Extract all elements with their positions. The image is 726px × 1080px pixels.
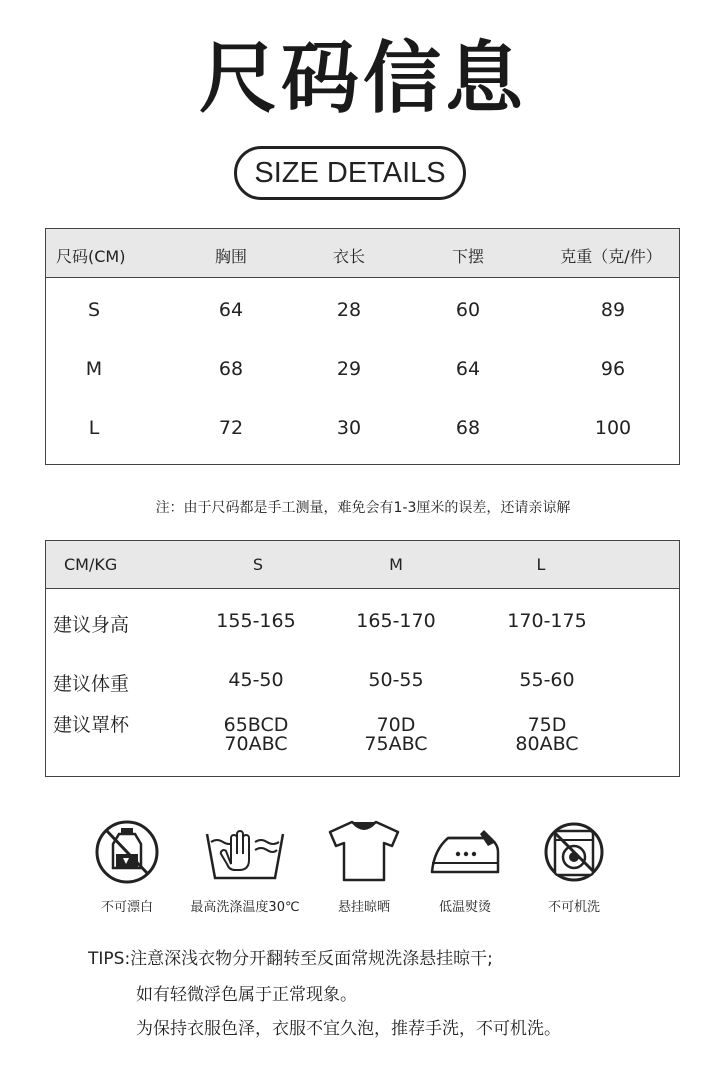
row-hem: 60 [455,299,481,321]
care-no-machine-wash [519,816,629,915]
row-s: 45-50 [228,669,284,691]
care-hang-dry [309,816,419,915]
recommend-table [45,540,680,777]
row-s: 155-165 [216,610,296,632]
row-label: 建议罩杯 [53,714,130,736]
wash-30-icon [203,816,287,886]
header-length: 衣长 [332,247,366,266]
row-l: 55-60 [519,669,575,691]
measurement-note: 注：由于尺码都是手工测量，难免会有1-3厘米的误差，还请亲谅解 [155,500,571,516]
care-label: 低温熨烫 [438,900,491,915]
care-low-iron [410,816,520,915]
recommend-table-header [46,541,679,589]
cup-line: 75D [527,714,567,736]
size-details-badge: SIZE DETAILS [234,146,466,200]
tips-line-2: 如有轻微浮色属于正常现象。 [136,985,357,1005]
cup-line: 70D [376,714,416,736]
row-weight: 100 [594,417,632,439]
table-row [46,396,679,455]
row-l: 170-175 [507,610,587,632]
cup-line: 70ABC [224,733,288,755]
header-hem: 下摆 [451,247,485,266]
cup-line: 75ABC [364,733,428,755]
row-size: S [87,299,101,321]
row-m: 165-170 [356,610,436,632]
care-label: 不可机洗 [547,900,600,915]
row-label: 建议身高 [53,614,130,636]
care-no-bleach [72,816,182,915]
header-size: 尺码(CM) [56,247,126,266]
row-size: L [88,417,100,439]
header-weight: 克重（克/件） [560,247,662,266]
row-hem: 68 [455,417,481,439]
row-chest: 72 [218,417,244,439]
no-machine-wash-icon [542,816,606,886]
header-unit: CM/KG [64,555,118,574]
cup-line: 80ABC [515,733,579,755]
row-m [364,716,427,754]
row-hem: 64 [455,358,481,380]
tips-line-1: TIPS:注意深浅衣物分开翻转至反面常规洗涤悬挂晾干; [88,949,493,969]
row-size: M [85,358,103,380]
row-length: 30 [336,417,362,439]
page-title: 尺码信息 [198,34,527,124]
care-wash-30 [190,816,300,915]
hang-dry-icon [326,816,402,886]
table-row [46,278,679,337]
size-table-header [46,229,679,278]
row-chest: 64 [218,299,244,321]
row-length: 29 [336,358,362,380]
care-label: 不可漂白 [100,900,153,915]
table-row [46,337,679,396]
header-s: S [252,555,264,574]
cup-line: 65BCD [223,714,289,736]
low-iron-icon [428,816,502,886]
row-weight: 96 [600,358,626,380]
row-label: 建议体重 [53,673,130,695]
size-table [45,228,680,465]
row-chest: 68 [218,358,244,380]
table-row [46,589,679,648]
row-weight: 89 [600,299,626,321]
tips-line-3: 为保持衣服色泽，衣服不宜久泡，推荐手洗，不可机洗。 [136,1019,561,1039]
row-l [515,716,578,754]
no-bleach-icon [94,816,160,886]
care-label: 悬挂晾晒 [337,900,390,915]
table-row [46,707,679,766]
row-s [224,716,289,754]
header-m: M [389,555,403,574]
row-length: 28 [336,299,362,321]
care-label: 最高洗涤温度30℃ [190,900,300,915]
row-m: 50-55 [368,669,424,691]
table-row [46,648,679,707]
header-chest: 胸围 [214,247,248,266]
header-l: L [536,555,546,574]
